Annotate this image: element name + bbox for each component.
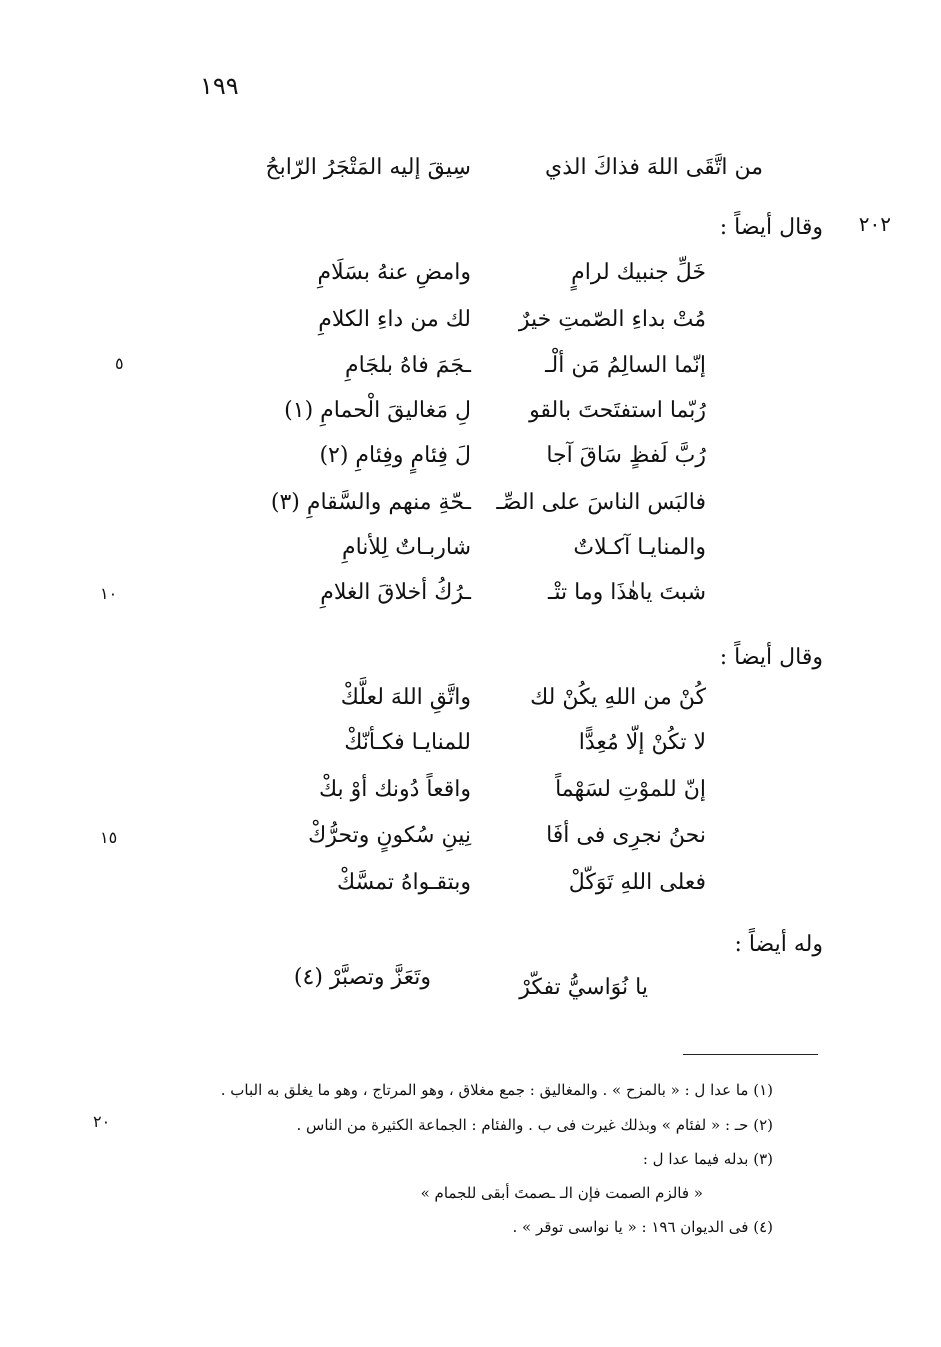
footnote-3: (٣) بدله فيما عدا ل : xyxy=(642,1150,773,1168)
poem1-verse-3-left: ـجَمَ فاهُ بلجَامِ xyxy=(345,353,471,378)
margin-line-number: ٥ xyxy=(115,354,124,373)
poem2-verse-1-right: كُنْ من اللهِ يكُنْ لك xyxy=(530,685,706,710)
poem2-verse-2-left: للمنايـا فكـأنّكْ xyxy=(344,730,471,755)
poem1-verse-8-left: ـرُكُ أخلاقَ الغلامِ xyxy=(320,580,471,605)
poem2-verse-3-left: واقعاً دُونك أوْ بكْ xyxy=(318,777,471,802)
poem1-verse-8-right: شبتَ ياهٰذَا وما تتْـ xyxy=(547,580,706,605)
poem1-verse-7-left: شاربـاتٌ لِلأنامِ xyxy=(341,535,471,560)
footnote-1: (١) ما عدا ل : « بالمزح » . والمغاليق : جمع مغلاق ، وهو المرتاج ، وهو ما يغلق به الباب . xyxy=(220,1081,773,1099)
poem-number: ٢٠٢ xyxy=(858,212,891,236)
footnote-4: (٤) فى الديوان ١٩٦ : « يا نواسى توقر » . xyxy=(512,1218,773,1236)
margin-line-number: ١٥ xyxy=(100,828,118,847)
poem1-verse-1-left: وامضِ عنهُ بسَلَامِ xyxy=(317,260,471,285)
poem1-verse-1-right: خَلِّ جنبيك لرامٍ xyxy=(571,260,706,285)
poem1-verse-4-left: لِ مَغاليقَ الْحمامِ (١) xyxy=(284,398,471,423)
poem3-verse-right: يا نُوَاسيُّ تفكّرْ xyxy=(519,975,648,1000)
poem2-verse-3-right: إنّ للموْتِ لسَهْماً xyxy=(555,777,706,802)
margin-line-number: ٢٠ xyxy=(93,1112,111,1131)
poem1-verse-5-left: لَ فِئامٍ وفِئامِ (٢) xyxy=(319,443,471,468)
poem1-verse-6-left: ـحّةِ منهم والسَّقامِ (٣) xyxy=(270,490,471,515)
poem1-verse-6-right: فالبَس الناسَ على الصِّـ xyxy=(496,490,706,515)
poem2-verse-4-right: نحنُ نجرِى فى أفَا xyxy=(546,823,706,848)
footnote-2: (٢) حـ : « لفئام » وبذلك غيرت فى ب . والفئام : الجماعة الكثيرة من الناس . xyxy=(296,1116,773,1134)
poem2-heading: وقال أيضاً : xyxy=(719,645,823,670)
poem2-verse-5-right: فعلى اللهِ تَوَكّلْ xyxy=(568,870,706,895)
footnote-3-quote: « فالزم الصمت فإن الـ ـصمتَ أبقى للجمام » xyxy=(420,1184,703,1202)
poem1-verse-7-right: والمنايـا آكـلاتٌ xyxy=(573,535,706,560)
poem1-heading: وقال أيضاً : xyxy=(719,215,823,240)
poem1-verse-2-right: مُتْ بداءِ الصّمتِ خيرٌ xyxy=(518,307,706,332)
footnote-rule xyxy=(683,1054,818,1055)
poem1-verse-2-left: لك من داءِ الكلامِ xyxy=(318,307,471,332)
opening-verse-right: من اتَّقَى اللهَ فذاكَ الذي xyxy=(545,155,763,180)
poem3-verse-left: وتَعَزَّ وتصبَّرْ (٤) xyxy=(293,965,431,990)
poem2-verse-2-right: لا تكُنْ إلّا مُعِدًّا xyxy=(578,730,706,755)
poem1-verse-5-right: رُبَّ لَفظٍ سَاقَ آجا xyxy=(546,443,706,468)
margin-line-number: ١٠ xyxy=(100,584,118,603)
poem1-verse-3-right: إنّما السالِمُ مَن ألْـ xyxy=(545,353,706,378)
poem3-heading: وله أيضاً : xyxy=(734,932,823,957)
poem2-verse-1-left: واتَّقِ اللهَ لعلَّكْ xyxy=(340,685,471,710)
poem2-verse-4-left: نِينِ سُكونٍ وتحرُّكْ xyxy=(308,823,471,848)
opening-verse-left: سِيقَ إليه المَتْجَرُ الرّابحُ xyxy=(265,155,471,180)
poem2-verse-5-left: وبتقـواهُ تمسَّكْ xyxy=(337,870,471,895)
page-number: ١٩٩ xyxy=(200,72,239,100)
poem1-verse-4-right: رُبّما استفتَحتَ بالقو xyxy=(529,398,706,423)
